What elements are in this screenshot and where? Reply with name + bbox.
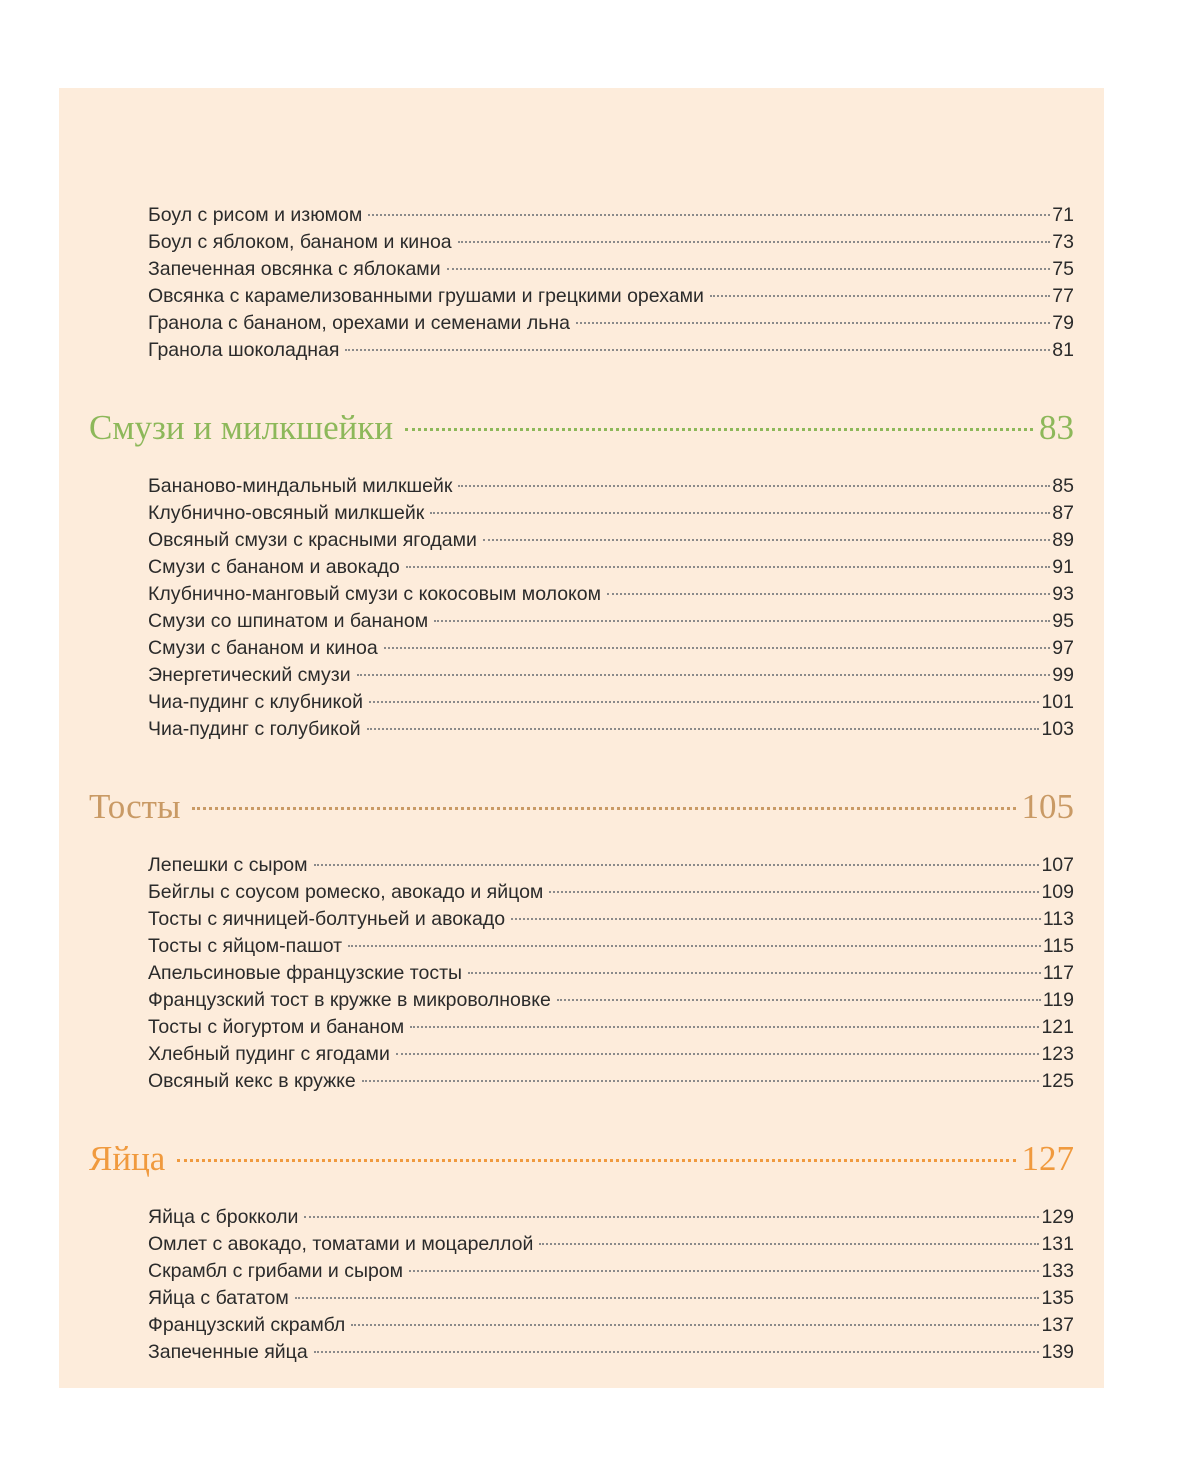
toc-entry[interactable] xyxy=(148,960,1074,987)
section-page: 83 xyxy=(1039,408,1074,447)
entry-title: Бананово-миндальный милкшейк xyxy=(148,475,453,497)
dot-leader xyxy=(314,1351,1040,1353)
entry-title: Гранола шоколадная xyxy=(148,339,340,361)
dot-leader xyxy=(192,807,1015,810)
entry-page: 75 xyxy=(1052,258,1074,280)
section-page: 127 xyxy=(1021,1139,1074,1178)
entry-title: Тосты с йогуртом и бананом xyxy=(148,1016,405,1038)
entry-title: Энергетический смузи xyxy=(148,664,351,686)
toc-entry[interactable] xyxy=(148,1014,1074,1041)
entry-page: 101 xyxy=(1041,691,1074,713)
entry-title: Запеченная овсянка с яблоками xyxy=(148,258,441,280)
dot-leader xyxy=(447,268,1051,270)
toc-entry[interactable] xyxy=(148,581,1074,608)
toc-entry[interactable] xyxy=(148,1285,1074,1312)
entry-title: Чиа-пудинг с голубикой xyxy=(148,718,361,740)
entry-title: Запеченные яйца xyxy=(148,1341,308,1363)
toc-entry[interactable] xyxy=(148,906,1074,933)
entry-page: 133 xyxy=(1041,1260,1074,1282)
toc-entry[interactable] xyxy=(148,1339,1074,1366)
entry-title: Чиа-пудинг с клубникой xyxy=(148,691,364,713)
entry-page: 99 xyxy=(1052,664,1074,686)
entry-page: 117 xyxy=(1042,962,1074,984)
entry-title: Клубнично-овсяный милкшейк xyxy=(148,502,425,524)
entry-page: 135 xyxy=(1041,1287,1074,1309)
toc-entry[interactable] xyxy=(148,500,1074,527)
dot-leader xyxy=(434,620,1050,622)
entry-page: 85 xyxy=(1052,475,1074,497)
toc-entry[interactable] xyxy=(148,852,1074,879)
entry-title: Гранола с бананом, орехами и семенами льна xyxy=(148,312,571,334)
toc-entry[interactable] xyxy=(148,716,1074,743)
toc-entry[interactable] xyxy=(148,933,1074,960)
section-title: Смузи и милкшейки xyxy=(89,408,394,447)
dot-leader xyxy=(710,295,1050,297)
entry-title: Смузи со шпинатом и бананом xyxy=(148,610,429,632)
dot-leader xyxy=(362,1080,1040,1082)
entry-page: 87 xyxy=(1052,502,1074,524)
dot-leader xyxy=(314,864,1040,866)
section-title: Тосты xyxy=(89,787,181,826)
entry-page: 137 xyxy=(1041,1314,1074,1336)
dot-leader xyxy=(357,674,1051,676)
entry-title: Лепешки с сыром xyxy=(148,854,308,876)
dot-leader xyxy=(430,512,1050,514)
toc-page xyxy=(59,88,1104,1388)
entry-page: 81 xyxy=(1052,339,1074,361)
toc-entry[interactable] xyxy=(148,608,1074,635)
toc-entry[interactable] xyxy=(148,689,1074,716)
dot-leader xyxy=(367,728,1040,730)
toc-entry[interactable] xyxy=(148,256,1074,283)
toc-entry[interactable] xyxy=(148,283,1074,310)
entry-title: Овсяный кекс в кружке xyxy=(148,1070,356,1092)
entry-page: 107 xyxy=(1041,854,1074,876)
dot-leader xyxy=(539,1243,1039,1245)
entry-page: 123 xyxy=(1041,1043,1074,1065)
dot-leader xyxy=(576,322,1050,324)
entry-title: Скрамбл с грибами и сыром xyxy=(148,1260,404,1282)
entry-title: Яйца с брокколи xyxy=(148,1206,299,1228)
dot-leader xyxy=(348,945,1041,947)
dot-leader xyxy=(468,972,1041,974)
entry-page: 113 xyxy=(1042,908,1074,930)
entry-page: 73 xyxy=(1052,231,1074,253)
entry-title: Бейглы с соусом ромеско, авокадо и яйцом xyxy=(148,881,544,903)
section-heading-toasts[interactable] xyxy=(89,785,1074,829)
dot-leader xyxy=(410,1026,1039,1028)
dot-leader xyxy=(369,701,1039,703)
dot-leader xyxy=(405,428,1033,431)
entry-title: Боул с рисом и изюмом xyxy=(148,204,363,226)
entry-page: 97 xyxy=(1052,637,1074,659)
dot-leader xyxy=(295,1297,1040,1299)
dot-leader xyxy=(458,241,1051,243)
section-page: 105 xyxy=(1021,787,1074,826)
toc-entry[interactable] xyxy=(148,635,1074,662)
entry-title: Омлет с авокадо, томатами и моцареллой xyxy=(148,1233,534,1255)
toc-entry[interactable] xyxy=(148,527,1074,554)
dot-leader xyxy=(177,1159,1015,1162)
dot-leader xyxy=(458,485,1050,487)
entry-title: Овсяный смузи с красными ягодами xyxy=(148,529,477,551)
entry-page: 129 xyxy=(1041,1206,1074,1228)
entry-title: Тосты с яйцом-пашот xyxy=(148,935,343,957)
dot-leader xyxy=(549,891,1039,893)
entry-page: 139 xyxy=(1041,1341,1074,1363)
toc-entry[interactable] xyxy=(148,879,1074,906)
entry-title: Хлебный пудинг с ягодами xyxy=(148,1043,390,1065)
toc-entry[interactable] xyxy=(148,1312,1074,1339)
dot-leader xyxy=(607,593,1050,595)
entry-title: Овсянка с карамелизованными грушами и грецкими орехами xyxy=(148,285,704,307)
entry-page: 109 xyxy=(1041,881,1074,903)
entry-page: 79 xyxy=(1052,312,1074,334)
entry-title: Смузи с бананом и авокадо xyxy=(148,556,400,578)
toc-entry[interactable] xyxy=(148,337,1074,364)
entry-page: 125 xyxy=(1041,1070,1074,1092)
dot-leader xyxy=(483,539,1050,541)
toc-entry[interactable] xyxy=(148,1258,1074,1285)
dot-leader xyxy=(406,566,1051,568)
entry-page: 115 xyxy=(1042,935,1074,957)
entry-page: 119 xyxy=(1042,989,1074,1011)
toc-entry[interactable] xyxy=(148,202,1074,229)
dot-leader xyxy=(557,999,1041,1001)
entry-page: 71 xyxy=(1052,204,1074,226)
toc-entry[interactable] xyxy=(148,1231,1074,1258)
toc-entry[interactable] xyxy=(148,310,1074,337)
dot-leader xyxy=(409,1270,1039,1272)
entry-page: 95 xyxy=(1052,610,1074,632)
toc-entry[interactable] xyxy=(148,662,1074,689)
entry-title: Французский тост в кружке в микроволновке xyxy=(148,989,551,1011)
entry-page: 91 xyxy=(1052,556,1074,578)
entry-page: 121 xyxy=(1041,1016,1074,1038)
entry-page: 93 xyxy=(1052,583,1074,605)
toc-entry[interactable] xyxy=(148,229,1074,256)
entry-title: Боул с яблоком, бананом и киноа xyxy=(148,231,452,253)
entry-title: Яйца с бататом xyxy=(148,1287,289,1309)
entry-title: Тосты с яичницей-болтуньей и авокадо xyxy=(148,908,506,930)
dot-leader xyxy=(396,1053,1040,1055)
dot-leader xyxy=(304,1216,1039,1218)
entry-title: Клубнично-манговый смузи с кокосовым молоком xyxy=(148,583,602,605)
entry-title: Французский скрамбл xyxy=(148,1314,346,1336)
entry-page: 103 xyxy=(1041,718,1074,740)
entry-page: 89 xyxy=(1052,529,1074,551)
section-heading-smoothies[interactable] xyxy=(89,406,1074,450)
toc-entry[interactable] xyxy=(148,554,1074,581)
section-title: Яйца xyxy=(89,1139,166,1178)
dot-leader xyxy=(511,918,1041,920)
dot-leader xyxy=(384,647,1051,649)
entry-title: Апельсиновые французские тосты xyxy=(148,962,463,984)
dot-leader xyxy=(351,1324,1039,1326)
entry-page: 131 xyxy=(1041,1233,1074,1255)
toc-entry[interactable] xyxy=(148,1204,1074,1231)
entry-page: 77 xyxy=(1052,285,1074,307)
toc-entry[interactable] xyxy=(148,473,1074,500)
dot-leader xyxy=(368,214,1050,216)
dot-leader xyxy=(345,349,1050,351)
section-heading-eggs[interactable] xyxy=(89,1137,1074,1181)
toc-entry[interactable] xyxy=(148,1041,1074,1068)
entry-title: Смузи с бананом и киноа xyxy=(148,637,378,659)
toc-entry[interactable] xyxy=(148,987,1074,1014)
toc-entry[interactable] xyxy=(148,1068,1074,1095)
